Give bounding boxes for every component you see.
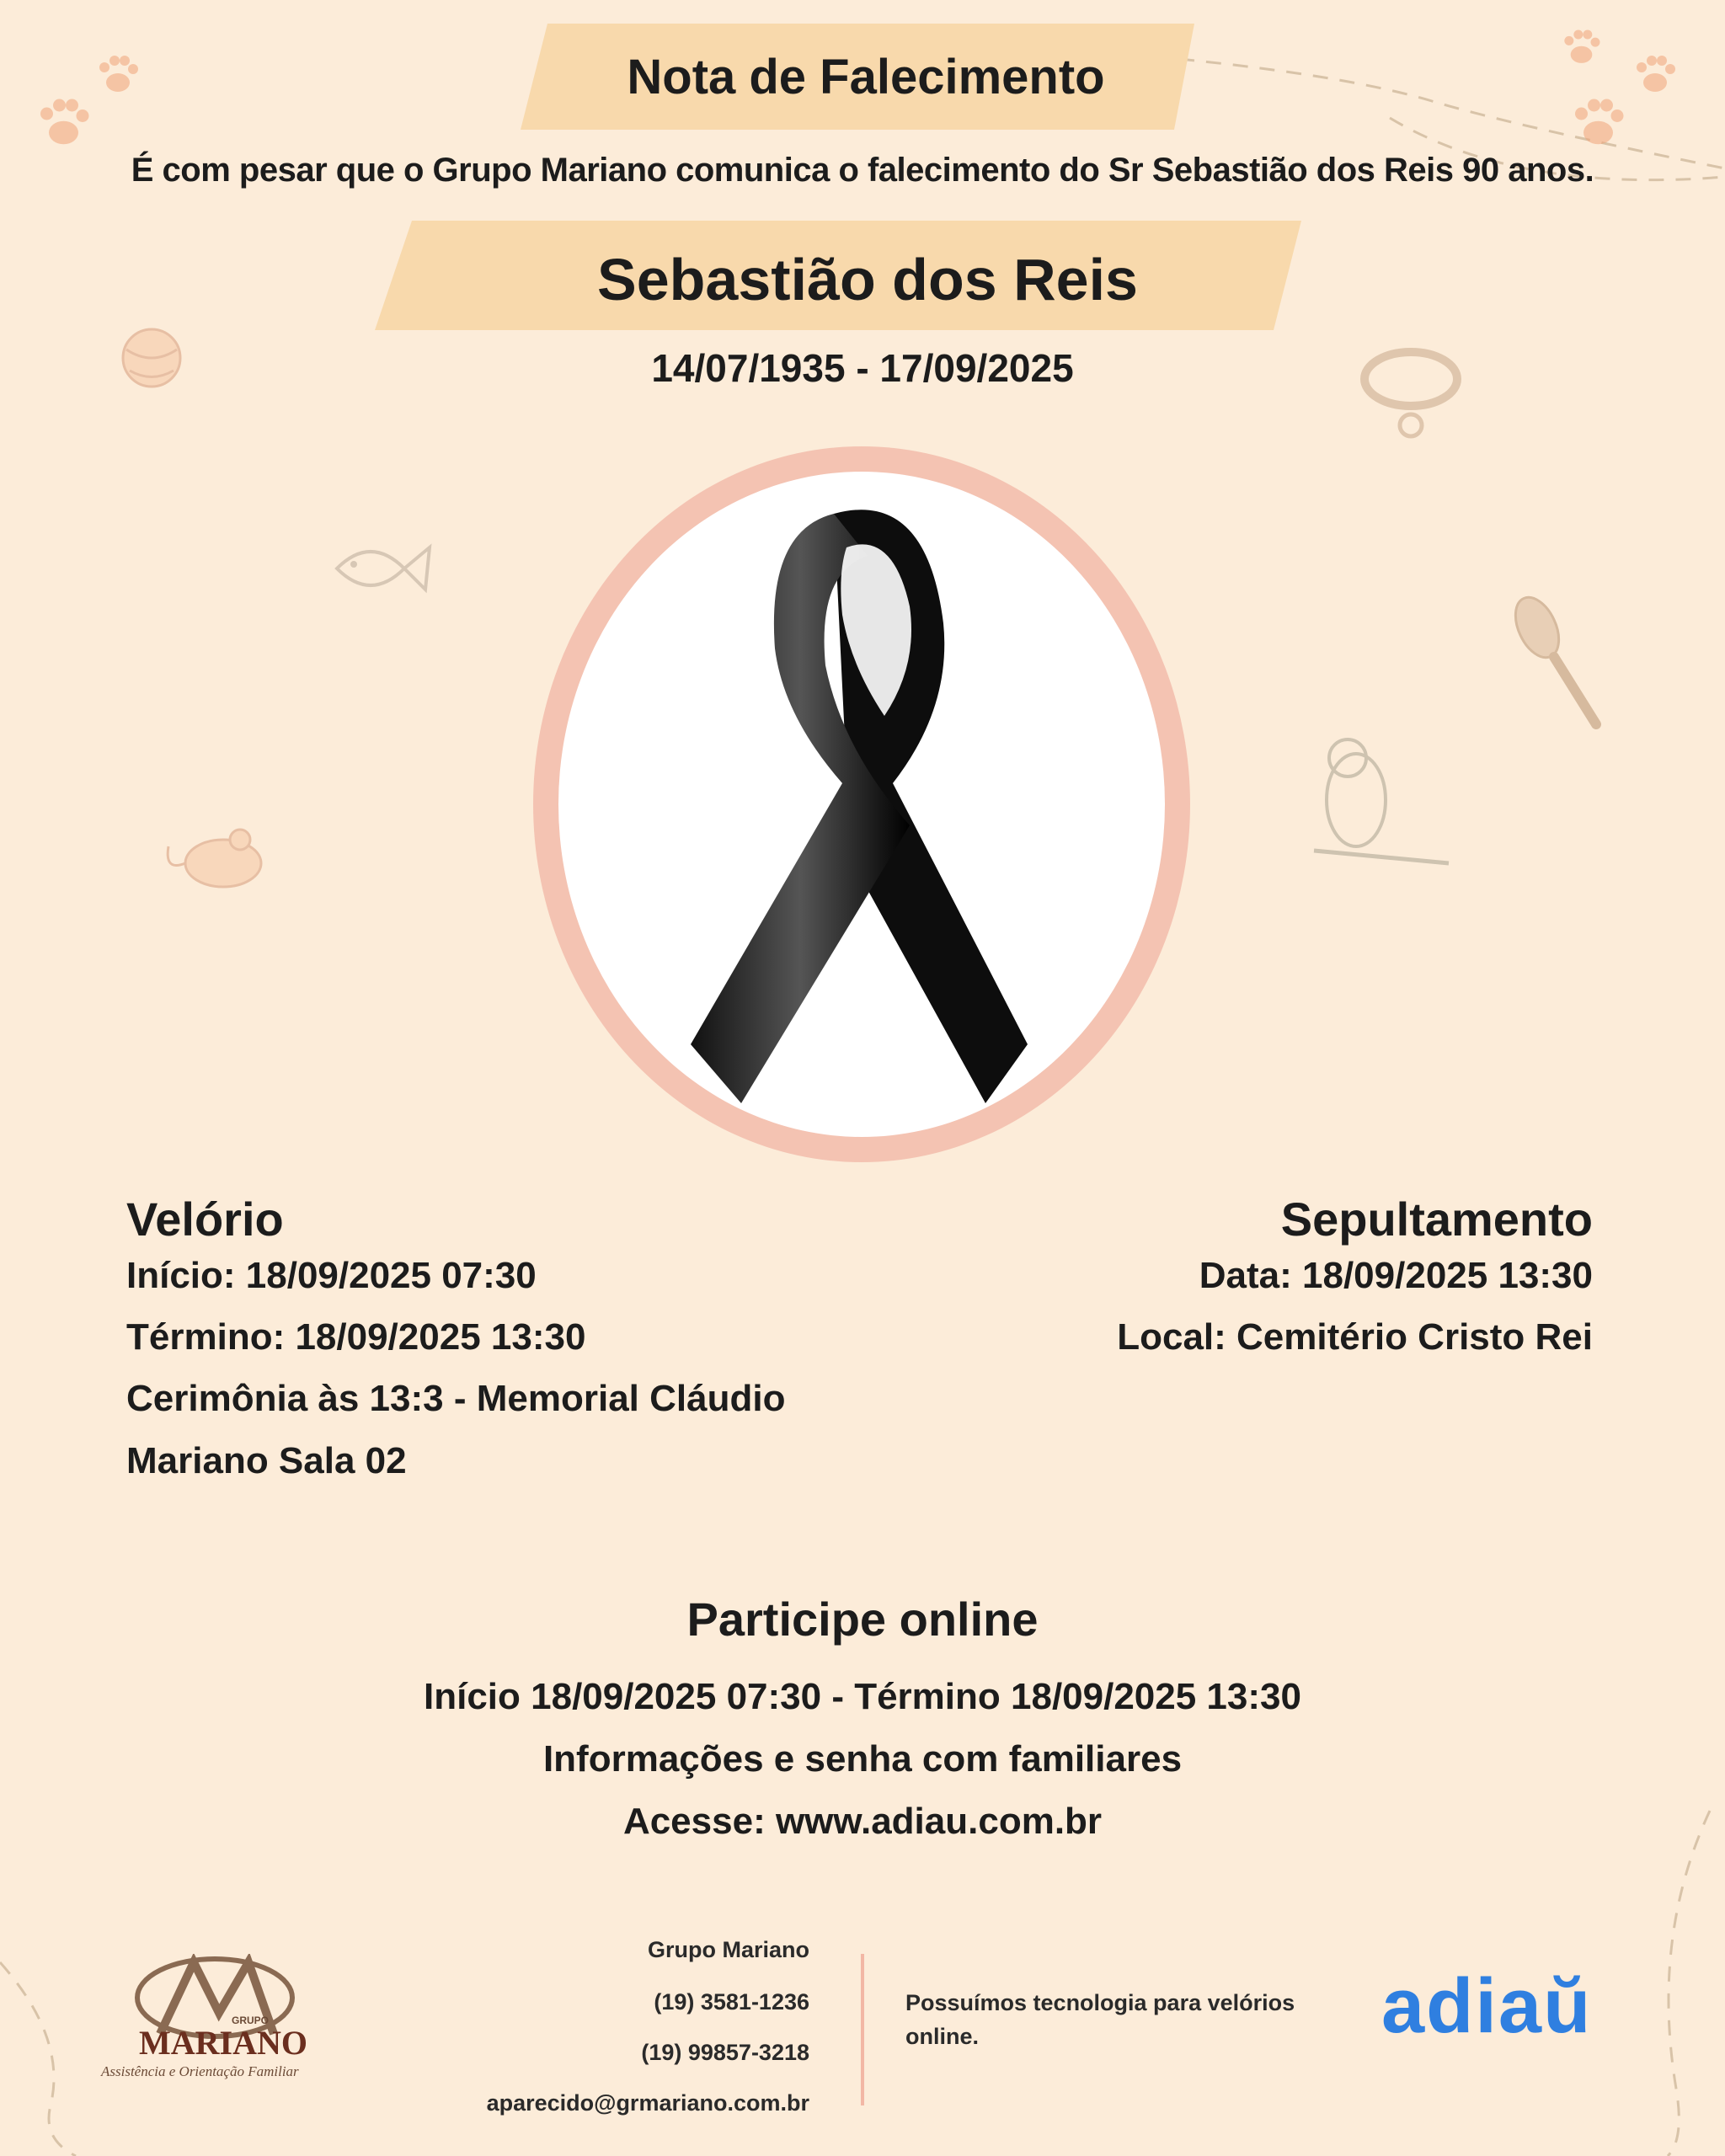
mariano-logo-group: GRUPO xyxy=(232,2015,270,2026)
announcement-text: É com pesar que o Grupo Mariano comunica o falecimento do Sr Sebastião dos Reis 90 anos. xyxy=(131,152,1594,189)
adiau-logo xyxy=(1381,1962,1592,2051)
footer-email[interactable]: aparecido@grmariano.com.br xyxy=(486,2090,809,2116)
velorio-heading: Velório xyxy=(126,1193,284,1246)
adiau-logo-text: adiaŭ xyxy=(1381,1963,1593,2049)
online-access-link[interactable]: Acesse: www.adiau.com.br xyxy=(622,1801,1103,1842)
footer-company: Grupo Mariano xyxy=(647,1937,809,1962)
bird-icon xyxy=(1297,724,1457,893)
mariano-logo-tagline: Assistência e Orientação Familiar xyxy=(101,2063,299,2079)
footer-tech-note-line2: online. xyxy=(905,2024,979,2049)
footer-divider xyxy=(861,1954,864,2105)
velorio-termino: Término: 18/09/2025 13:30 xyxy=(126,1316,586,1358)
paw-print-icon xyxy=(1558,25,1605,72)
mourning-ribbon-icon xyxy=(674,497,1061,1112)
online-info: Informações e senha com familiares xyxy=(542,1738,1183,1780)
life-dates: 14/07/1935 - 17/09/2025 xyxy=(651,346,1074,390)
paw-print-icon xyxy=(1567,93,1630,156)
velorio-cerimonia-line2: Mariano Sala 02 xyxy=(126,1440,407,1481)
fish-icon xyxy=(320,518,438,627)
footer-phone-1[interactable]: (19) 3581-1236 xyxy=(654,1989,809,2015)
paw-print-icon xyxy=(1630,51,1680,101)
paw-print-icon xyxy=(93,51,143,101)
mouse-toy-icon xyxy=(156,821,274,897)
online-heading: Participe online xyxy=(686,1593,1039,1646)
deceased-name: Sebastião dos Reis xyxy=(597,247,1138,312)
velorio-inicio: Início: 18/09/2025 07:30 xyxy=(126,1255,537,1296)
mariano-logo-brand: MARIANO xyxy=(139,2024,307,2062)
page-title: Nota de Falecimento xyxy=(627,50,1105,104)
pet-collar-icon xyxy=(1356,337,1466,446)
paw-print-icon xyxy=(32,93,95,156)
brush-icon xyxy=(1508,590,1609,733)
footer-phone-2[interactable]: (19) 99857-3218 xyxy=(641,2040,809,2065)
footer-tech-note: Possuímos tecnologia para velórios xyxy=(905,1990,1295,2015)
sepultamento-local: Local: Cemitério Cristo Rei xyxy=(1117,1316,1593,1358)
velorio-cerimonia: Cerimônia às 13:3 - Memorial Cláudio xyxy=(126,1378,786,1419)
mariano-logo xyxy=(101,1954,337,2089)
sepultamento-data: Data: 18/09/2025 13:30 xyxy=(1199,1255,1593,1296)
ball-icon xyxy=(118,324,185,392)
sepultamento-heading: Sepultamento xyxy=(1280,1193,1593,1246)
online-period: Início 18/09/2025 07:30 - Término 18/09/2025 13:30 xyxy=(424,1676,1301,1717)
